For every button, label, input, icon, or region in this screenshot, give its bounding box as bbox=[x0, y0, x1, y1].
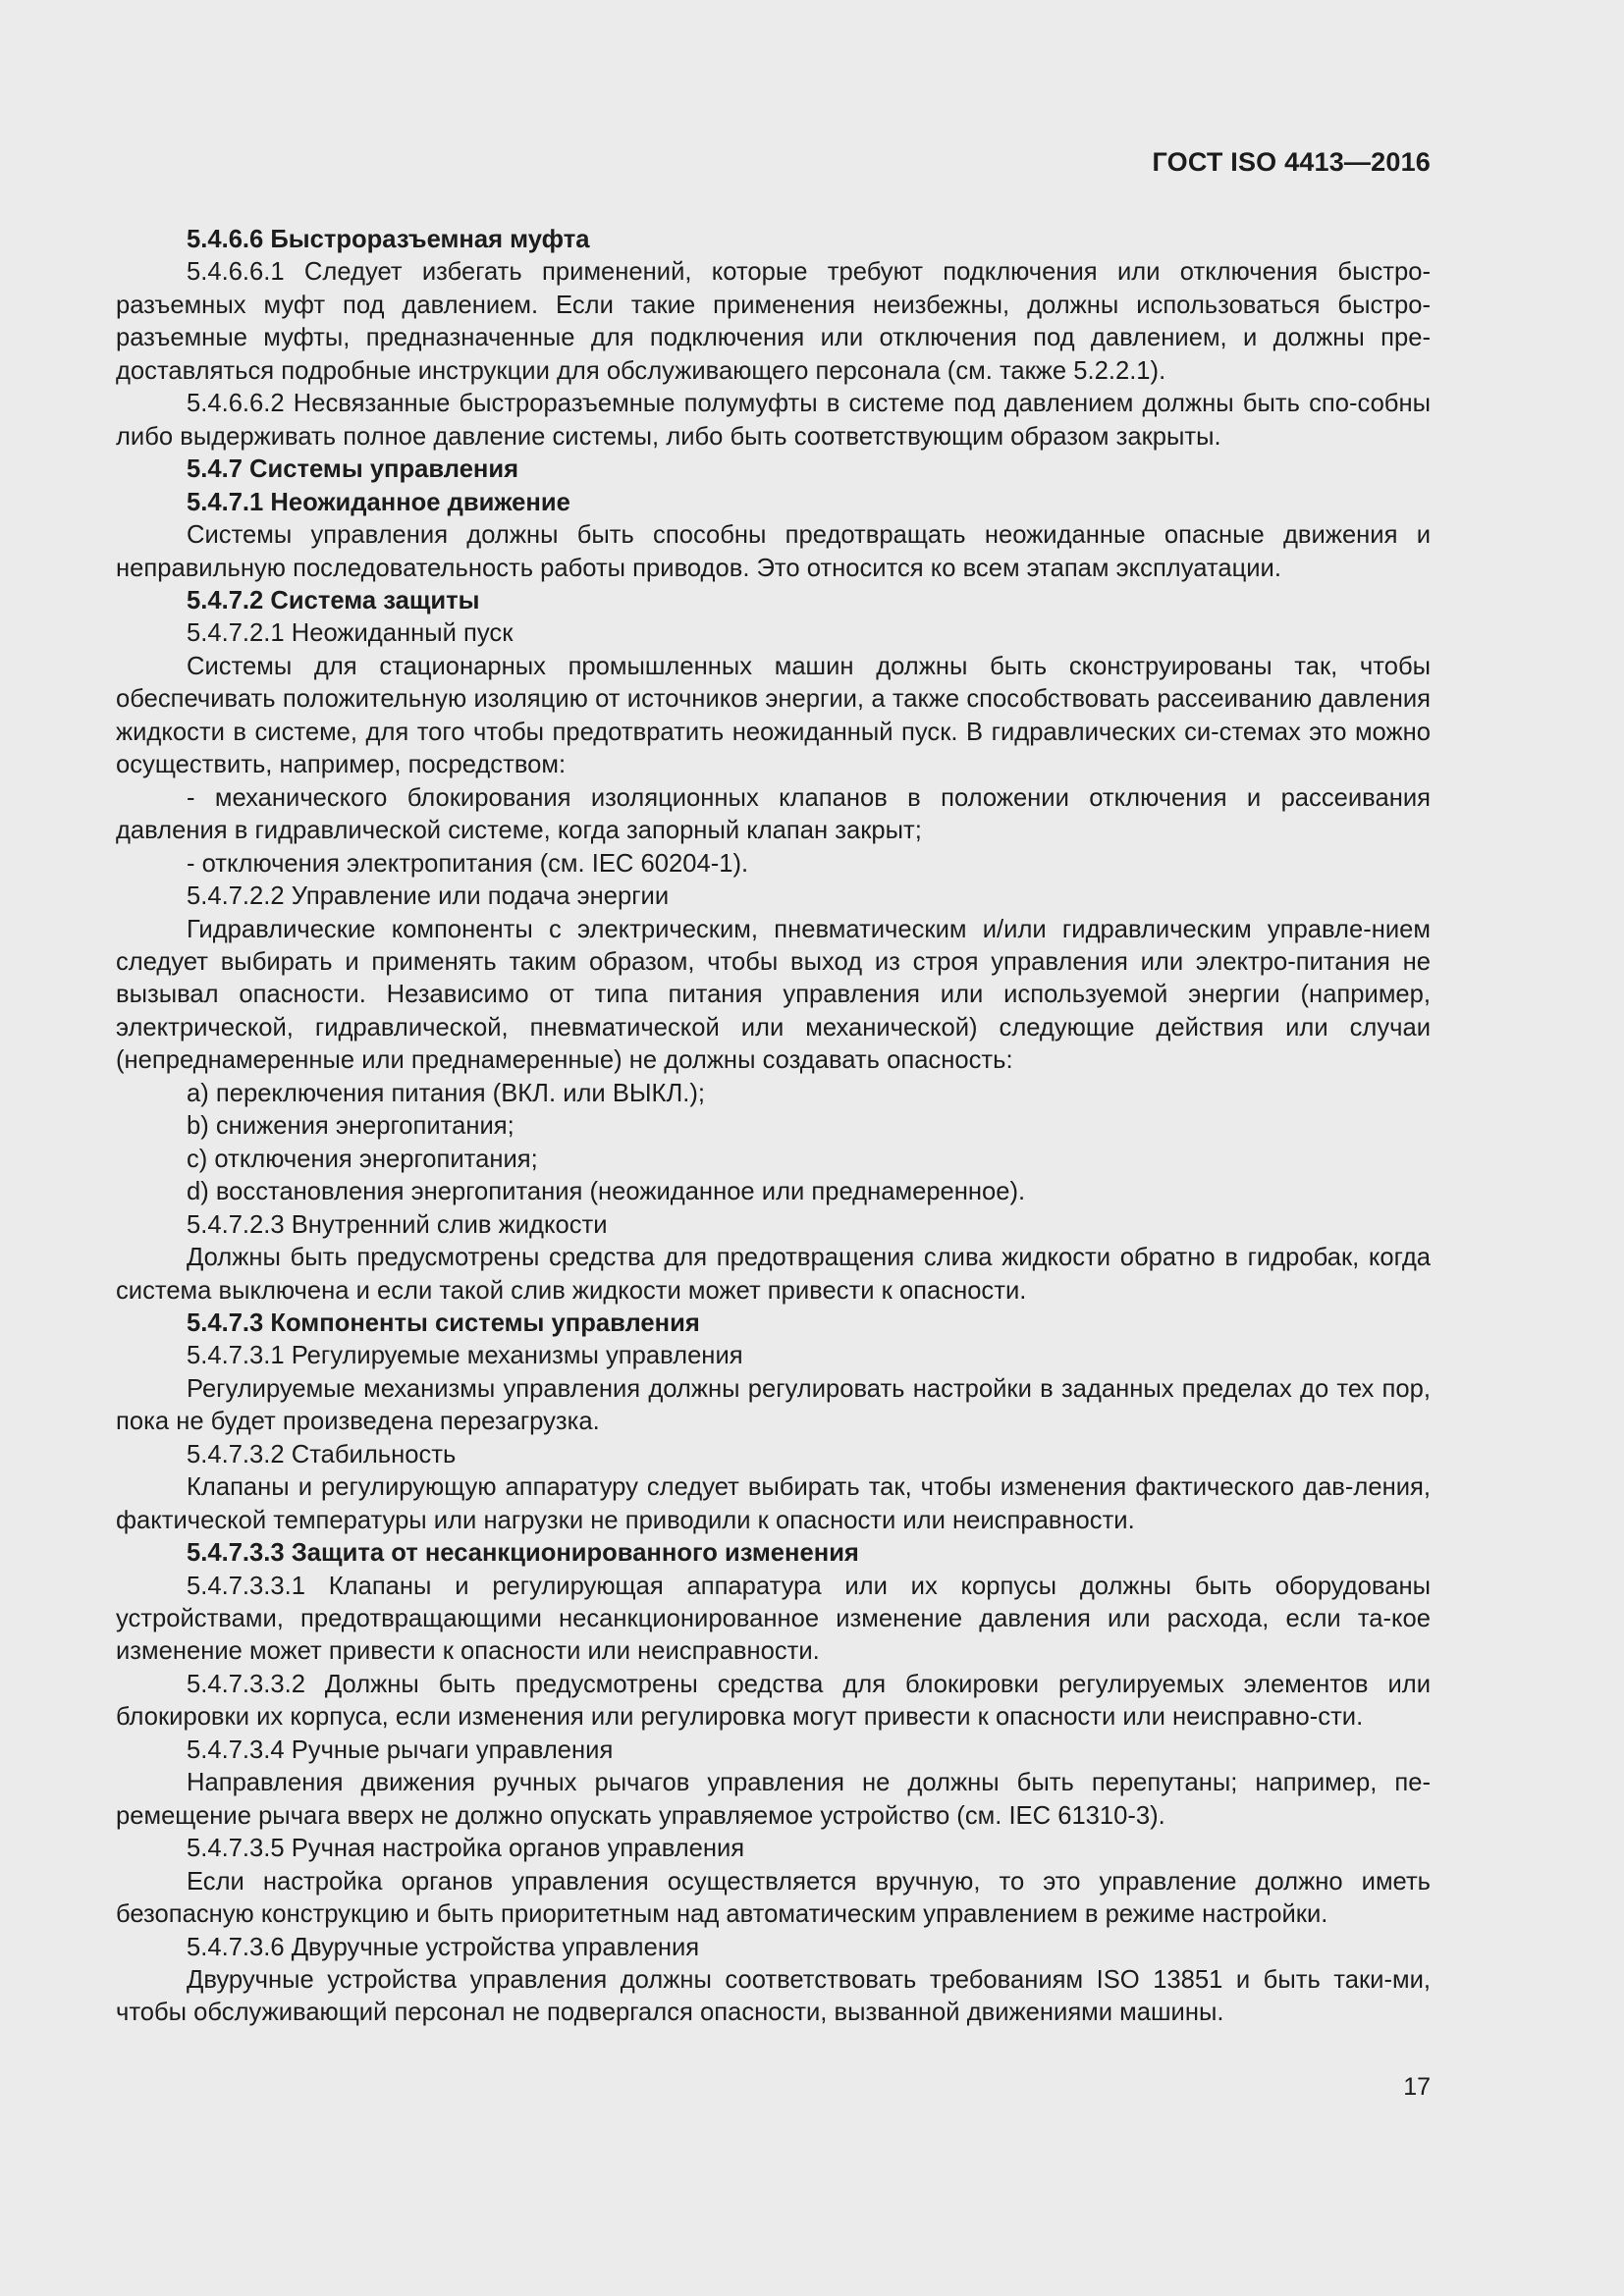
paragraph: Системы управления должны быть способны предотвращать неожиданные опасные движения и неправильную последовательность работы приводов. Это относится ко всем этапам эксплуатации. bbox=[116, 521, 1431, 582]
paragraph: 5.4.7.3.3.1 Клапаны и регулирующая аппаратура или их корпусы должны быть оборудованы устройствами, предотвращающими несанкционированное изменение давления или расхода, если та-кое изменение может привести к опасности или неисправности. bbox=[116, 1572, 1431, 1666]
page-number: 17 bbox=[1403, 2073, 1431, 2101]
subsection-heading: 5.4.7.3.5 Ручная настройка органов управления bbox=[187, 1835, 745, 1863]
subsection-heading: 5.4.7.3.6 Двуручные устройства управления bbox=[187, 1933, 700, 1961]
list-item: d) восстановления энергопитания (неожиданное или преднамеренное). bbox=[187, 1178, 1026, 1206]
subsection-heading: 5.4.7.2.1 Неожиданный пуск bbox=[187, 619, 514, 648]
paragraph: Системы для стационарных промышленных машин должны быть сконструированы так, чтобы обеспечивать положительную изоляцию от источников энергии, а также способствовать рассеиванию давления жидкости в системе, для того чтобы предотвратить неожиданный пуск. В гидравлических си-стемах это можно осуществить, например, посредством: bbox=[116, 652, 1431, 779]
list-item: - механического блокирования изоляционных клапанов в положении отключения и рассеивания давления в гидравлической системе, когда запорный клапан закрыт; bbox=[116, 783, 1431, 845]
section-heading: 5.4.7.2 Система защиты bbox=[187, 586, 480, 614]
list-item: a) переключения питания (ВКЛ. или ВЫКЛ.); bbox=[187, 1079, 706, 1107]
paragraph: Гидравлические компоненты с электрическим, пневматическим и/или гидравлическим управле-нием следует выбирать и применять таким образом, чтобы выход из строя управления или электро-питания не вызывал опасности. Независимо от типа питания управления или используемой энергии (например, электрической, гидравлической, пневматической или механической) следующие действия или случаи (непреднамеренные или преднамеренные) не должны создавать опасность: bbox=[116, 915, 1431, 1075]
section-heading: 5.4.7.3 Компоненты системы управления bbox=[187, 1308, 700, 1337]
paragraph: Направления движения ручных рычагов управления не должны быть перепутаны; например, пе-ремещение рычага вверх не должно опускать управляемое устройство (см. IEC 61310-3). bbox=[116, 1769, 1431, 1830]
paragraph: Клапаны и регулирующую аппаратуру следует выбирать так, чтобы изменения фактического дав-ления, фактической температуры или нагрузки не приводили к опасности или неисправности. bbox=[116, 1473, 1431, 1534]
subsection-heading: 5.4.7.3.1 Регулируемые механизмы управления bbox=[187, 1342, 743, 1370]
paragraph: 5.4.7.3.3.2 Должны быть предусмотрены средства для блокировки регулируемых элементов или блокировки их корпуса, если изменения или регулировка могут привести к опасности или неисправно-сти. bbox=[116, 1670, 1431, 1732]
section-heading: 5.4.7 Системы управления bbox=[187, 455, 519, 484]
paragraph: Если настройка органов управления осуществляется вручную, то это управление должно иметь безопасную конструкцию и быть приоритетным над автоматическим управлением в режиме настройки. bbox=[116, 1867, 1431, 1929]
section-heading: 5.4.7.3.3 Защита от несанкционированного изменения bbox=[187, 1539, 859, 1568]
subsection-heading: 5.4.7.2.3 Внутренний слив жидкости bbox=[187, 1210, 608, 1239]
subsection-heading: 5.4.7.3.2 Стабильность bbox=[187, 1440, 457, 1468]
paragraph: 5.4.6.6.2 Несвязанные быстроразъемные полумуфты в системе под давлением должны быть спо-собны либо выдерживать полное давление системы, либо быть соответствующим образом закрыты. bbox=[116, 390, 1431, 451]
paragraph: 5.4.6.6.1 Следует избегать применений, которые требуют подключения или отключения быстро-разъемных муфт под давлением. Если такие применения неизбежны, должны использоваться быстро-разъемные муфты, предназначенные для подключения или отключения под давлением, и должны пре-доставляться подробные инструкции для обслуживающего персонала (см. также 5.2.2.1). bbox=[116, 258, 1431, 385]
paragraph: Должны быть предусмотрены средства для предотвращения слива жидкости обратно в гидробак, когда система выключена и если такой слив жидкости может привести к опасности. bbox=[116, 1244, 1431, 1305]
document-body bbox=[116, 224, 1431, 2030]
paragraph: Регулируемые механизмы управления должны регулировать настройки в заданных пределах до тех пор, пока не будет произведена перезагрузка. bbox=[116, 1374, 1431, 1436]
subsection-heading: 5.4.7.3.4 Ручные рычаги управления bbox=[187, 1735, 614, 1764]
document-header: ГОСТ ISO 4413—2016 bbox=[1152, 147, 1431, 177]
list-item: b) снижения энергопитания; bbox=[187, 1112, 514, 1141]
section-heading: 5.4.7.1 Неожиданное движение bbox=[187, 488, 570, 516]
subsection-heading: 5.4.7.2.2 Управление или подача энергии bbox=[187, 882, 670, 911]
list-item: c) отключения энергопитания; bbox=[187, 1145, 538, 1173]
section-heading: 5.4.6.6 Быстроразъемная муфта bbox=[187, 226, 590, 253]
list-item: - отключения электропитания (см. IEC 60204-1). bbox=[187, 849, 749, 878]
paragraph: Двуручные устройства управления должны соответствовать требованиям ISO 13851 и быть таки-ми, чтобы обслуживающий персонал не подвергался опасности, вызванной движениями машины. bbox=[116, 1966, 1431, 2027]
